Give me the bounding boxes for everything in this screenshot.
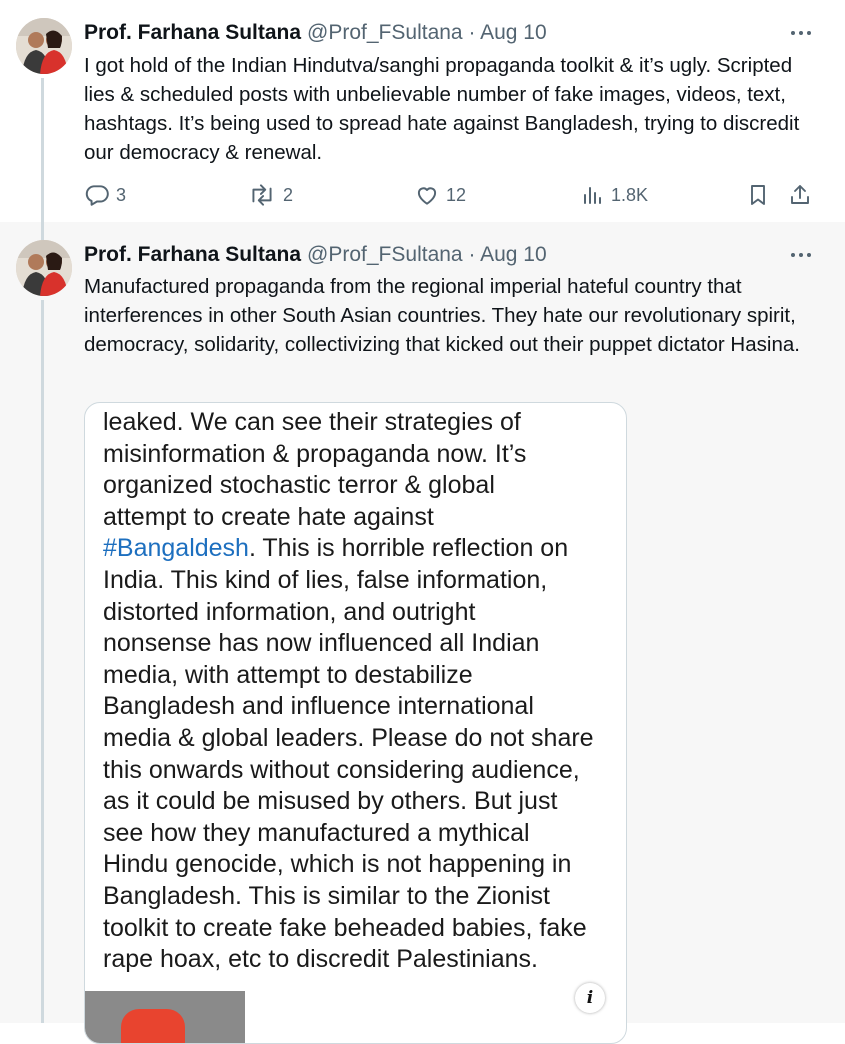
bookmark-icon [746,182,770,208]
card-line: organized stochastic terror & global [103,471,495,500]
card-line: this onwards without considering audience, [103,755,580,784]
tweet-header [84,241,547,269]
heart-icon [414,182,440,208]
avatar[interactable] [16,240,72,296]
share-button[interactable] [788,180,812,210]
tweet-text: I got hold of the Indian Hindutva/sanghi propaganda toolkit & it’s ugly. Scripted lies & scheduled posts with unbelievable number of fake images, videos, text, hashtags. It’s being used to spread hate against Bangladesh, trying to discredit our democracy & renewal. [84,54,800,164]
card-line: nonsense has now influenced all Indian [103,629,540,658]
tweet-2[interactable] [0,222,845,1023]
card-line: Hindu genocide, which is not happening in [103,850,572,879]
card-line: distorted information, and outright [103,597,476,626]
handle-date[interactable]: @Prof_FSultana · Aug 10 [307,243,547,266]
views-count: 1.8K [611,184,649,205]
card-line: Bangladesh and influence international [103,692,534,721]
card-line: leaked. We can see their strategies of [103,408,521,436]
share-icon [788,182,812,208]
reply-button[interactable] [84,180,126,210]
repost-count: 2 [283,184,294,205]
card-line: see how they manufactured a mythical [103,818,530,847]
card-line: misinformation & propaganda now. It’s [103,439,527,468]
views-icon [581,182,605,208]
card-text [103,407,618,976]
author-name[interactable]: Prof. Farhana Sultana [84,21,302,44]
card-line: India. This kind of lies, false information, [103,565,548,594]
repost-button[interactable] [247,180,293,210]
card-line [103,533,618,565]
avatar[interactable] [16,18,72,74]
card-line: attempt to create hate against [103,502,434,531]
tweet-header [84,19,547,47]
handle-date[interactable]: @Prof_FSultana · Aug 10 [307,21,547,44]
bookmark-button[interactable] [746,180,770,210]
card-line-rest: . This is horrible reflection on [248,534,569,563]
views-button[interactable] [581,180,648,210]
card-line: media & global leaders. Please do not share [103,723,594,752]
app-thumbnail[interactable] [85,991,245,1043]
card-line: as it could be misused by others. But just [103,787,558,816]
more-dots-icon[interactable] [789,21,813,45]
info-icon[interactable]: i [575,983,605,1013]
reply-count: 3 [116,184,127,205]
image-card[interactable] [84,402,627,1044]
card-line: media, with attempt to destabilize [103,660,473,689]
more-dots-icon[interactable] [789,243,813,267]
like-count: 12 [446,184,467,205]
app-logo-icon [121,1009,185,1043]
card-line: rape hoax, etc to discredit Palestinians. [103,945,538,974]
tweet-text: Manufactured propaganda from the regional imperial hateful country that interferences in other South Asian countries. They hate our revolutionary spirit, democracy, solidarity, collectivizing that kicked out their puppet dictator Hasina. [84,275,800,356]
author-name[interactable]: Prof. Farhana Sultana [84,243,302,266]
card-line: toolkit to create fake beheaded babies, fake [103,913,587,942]
hashtag: #Bangaldesh [103,534,249,563]
tweet-1[interactable] [0,0,845,222]
reply-icon [84,182,110,208]
action-bar [84,180,824,210]
card-line: Bangladesh. This is similar to the Zionist [103,881,550,910]
thread-line [41,300,44,1023]
like-button[interactable] [414,180,466,210]
thread-line [41,78,44,222]
repost-icon [247,182,277,208]
